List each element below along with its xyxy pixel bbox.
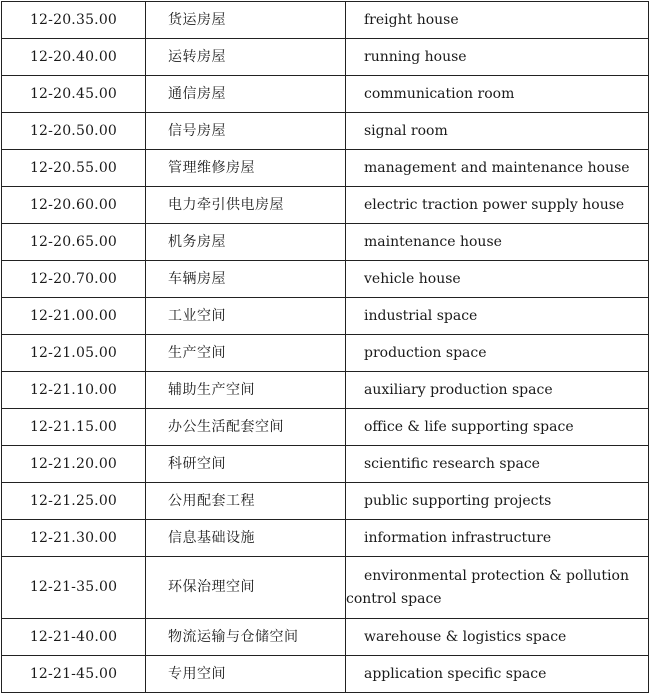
term-english-line-1: environmental protection & pollution	[364, 567, 629, 584]
table-row	[2, 150, 649, 187]
term-english: information infrastructure	[346, 520, 649, 557]
term-english: signal room	[346, 113, 649, 150]
term-english: warehouse & logistics space	[346, 619, 649, 656]
term-chinese: 科研空间	[146, 446, 346, 483]
table-row	[2, 372, 649, 409]
term-code: 12-21.30.00	[2, 520, 146, 557]
table-row	[2, 113, 649, 150]
term-code: 12-21.05.00	[2, 335, 146, 372]
table-row	[2, 335, 649, 372]
table-row	[2, 298, 649, 335]
table-row	[2, 39, 649, 76]
term-code: 12-21.25.00	[2, 483, 146, 520]
term-code: 12-20.55.00	[2, 150, 146, 187]
term-code: 12-21.00.00	[2, 298, 146, 335]
table-row	[2, 76, 649, 113]
term-code: 12-20.50.00	[2, 113, 146, 150]
table-row	[2, 261, 649, 298]
term-english: office & life supporting space	[346, 409, 649, 446]
term-chinese: 生产空间	[146, 335, 346, 372]
table-row	[2, 409, 649, 446]
term-code: 12-21.15.00	[2, 409, 146, 446]
term-chinese: 管理维修房屋	[146, 150, 346, 187]
term-chinese: 信号房屋	[146, 113, 346, 150]
term-english: electric traction power supply house	[346, 187, 649, 224]
term-chinese: 办公生活配套空间	[146, 409, 346, 446]
terminology-table	[1, 1, 649, 693]
table-row	[2, 619, 649, 656]
term-english: production space	[346, 335, 649, 372]
table-row	[2, 2, 649, 39]
term-chinese: 公用配套工程	[146, 483, 346, 520]
term-code: 12-21-40.00	[2, 619, 146, 656]
term-english-line-2: control space	[346, 590, 442, 607]
term-english: freight house	[346, 2, 649, 39]
term-code: 12-20.40.00	[2, 39, 146, 76]
term-english: maintenance house	[346, 224, 649, 261]
term-chinese: 电力牵引供电房屋	[146, 187, 346, 224]
term-code: 12-20.45.00	[2, 76, 146, 113]
term-code: 12-21-35.00	[2, 557, 146, 619]
term-chinese: 专用空间	[146, 656, 346, 693]
term-code: 12-21-45.00	[2, 656, 146, 693]
term-chinese: 环保治理空间	[146, 557, 346, 619]
term-chinese: 辅助生产空间	[146, 372, 346, 409]
term-chinese: 物流运输与仓储空间	[146, 619, 346, 656]
term-chinese: 机务房屋	[146, 224, 346, 261]
term-code: 12-20.35.00	[2, 2, 146, 39]
term-english: running house	[346, 39, 649, 76]
term-chinese: 信息基础设施	[146, 520, 346, 557]
term-english: communication room	[346, 76, 649, 113]
table-row	[2, 224, 649, 261]
term-english: auxiliary production space	[346, 372, 649, 409]
term-english: vehicle house	[346, 261, 649, 298]
term-code: 12-21.20.00	[2, 446, 146, 483]
table-row	[2, 483, 649, 520]
term-english: application specific space	[346, 656, 649, 693]
term-code: 12-20.65.00	[2, 224, 146, 261]
table-row	[2, 187, 649, 224]
table-row	[2, 520, 649, 557]
term-code: 12-21.10.00	[2, 372, 146, 409]
term-chinese: 运转房屋	[146, 39, 346, 76]
term-english: management and maintenance house	[346, 150, 649, 187]
table-row	[2, 656, 649, 693]
table-row	[2, 557, 649, 619]
term-code: 12-20.70.00	[2, 261, 146, 298]
term-chinese: 工业空间	[146, 298, 346, 335]
term-english: industrial space	[346, 298, 649, 335]
term-english: public supporting projects	[346, 483, 649, 520]
term-chinese: 通信房屋	[146, 76, 346, 113]
table-row	[2, 446, 649, 483]
term-english	[346, 557, 649, 619]
term-english: scientific research space	[346, 446, 649, 483]
term-code: 12-20.60.00	[2, 187, 146, 224]
term-chinese: 货运房屋	[146, 2, 346, 39]
term-chinese: 车辆房屋	[146, 261, 346, 298]
